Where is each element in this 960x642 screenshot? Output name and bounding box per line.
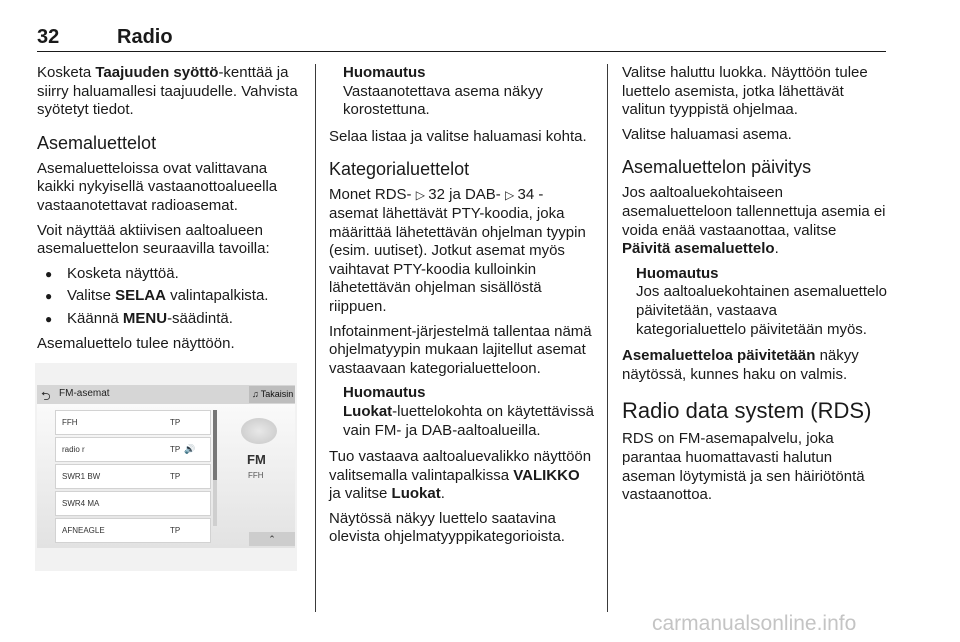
column-divider-2	[607, 64, 608, 612]
bullet-touch-screen: ● Kosketa näyttöä.	[37, 265, 303, 284]
heading-list-update: Asemaluettelon päivitys	[622, 157, 812, 178]
note-categories: Huomautus Luokat-luettelokohta on käytettävissä vain FM- ja DAB-aaltoalueilla.	[343, 384, 594, 439]
bullet-select-browse: ● Valitse SELAA valintapalkista.	[37, 287, 303, 306]
chevron-up-icon[interactable]: ⌃	[249, 532, 295, 546]
scrollbar-thumb[interactable]	[213, 410, 217, 480]
current-station-label: FFH	[248, 471, 264, 480]
intro-paragraph: Kosketa Taajuuden syöttö-kenttää ja siirry haluamallesi taajuudelle. Vahvista syötetyt tiedot.	[37, 64, 298, 119]
station-list	[55, 410, 211, 545]
page-reference-icon: ▷	[415, 188, 429, 203]
note-update: Huomautus Jos aaltoaluekohtainen asemaluettelo päivitetään, vastaava kategorialuettelo päivitetään myös.	[636, 264, 888, 338]
bullet-list	[37, 265, 303, 329]
station-row[interactable]: radio r TP 🔊	[55, 437, 211, 462]
page-title: Radio	[117, 26, 173, 48]
screen-title: FM-asemat	[59, 388, 110, 399]
station-row[interactable]: SWR4 MA	[55, 491, 211, 516]
paragraph-display-ways: Voit näyttää aktiivisen aaltoalueen asemaluettelon seuraavilla tavoilla:	[37, 221, 270, 258]
bullet-turn-menu: ● Käännä MENU-säädintä.	[37, 310, 303, 329]
station-row[interactable]: AFNEAGLE TP	[55, 518, 211, 543]
station-row[interactable]: FFH TP	[55, 410, 211, 435]
paragraph-menu: Tuo vastaava aaltoaluevalikko näyttöön valitsemalla valintapalkissa VALIKKO ja valitse Luokat.	[329, 448, 592, 503]
band-panel	[223, 410, 293, 526]
paragraph-list-appears: Asemaluettelo tulee näyttöön.	[37, 334, 235, 352]
header-rule	[37, 51, 886, 52]
heading-category-lists: Kategorialuettelot	[329, 159, 470, 180]
paragraph-select-category: Valitse haluttu luokka. Näyttöön tulee luettelo asemista, jotka lähettävät valitun tyyppistä ohjelmaa.	[622, 64, 868, 119]
heading-rds: Radio data system (RDS)	[622, 398, 872, 424]
column-divider-1	[315, 64, 316, 612]
back-button[interactable]: ♫ Takaisin	[249, 386, 295, 403]
column-2	[329, 64, 595, 553]
paragraph-update: Jos aaltoaluekohtaiseen asemaluetteloon tallennettuja asemia ei voida enää vastaanottaa, valitse Päivitä asemaluettelo.	[622, 184, 886, 258]
radio-screen	[37, 385, 295, 548]
note-highlighted: Huomautus Vastaanotettava asema näkyy korostettuna.	[343, 64, 543, 119]
paragraph-category-list: Näytössä näkyy luettelo saatavina olevista ohjelmatyyppikategorioista.	[329, 509, 565, 546]
screenshot-figure	[35, 363, 297, 571]
back-arrow-icon[interactable]: ⮌	[41, 389, 51, 403]
column-1	[37, 64, 303, 359]
paragraph-station-lists: Asemaluetteloissa ovat valittavana kaikki nykyisellä vastaanottoalueella vastaanotettavat radioasemat.	[37, 159, 278, 214]
page-header	[37, 26, 887, 52]
paragraph-select-station: Valitse haluamasi asema.	[622, 125, 792, 143]
band-label: FM	[247, 452, 266, 467]
page-number: 32	[37, 26, 60, 48]
screen-body	[37, 404, 295, 548]
tuner-dial-icon	[241, 418, 277, 444]
speaker-icon: 🔊	[184, 444, 196, 454]
paragraph-infotainment: Infotainment-järjestelmä tallentaa nämä ohjelmatyypin mukaan lajitellut asemat vastaavaan kategorialuetteloon.	[329, 322, 592, 377]
paragraph-updating: Asemaluetteloa päivitetään näkyy näytössä, kunnes haku on valmis.	[622, 347, 859, 383]
term-frequency-entry: Taajuuden syöttö	[95, 64, 219, 81]
watermark: carmanualsonline.info	[652, 612, 857, 635]
heading-station-lists: Asemaluettelot	[37, 132, 157, 153]
list-scrollbar[interactable]	[213, 410, 217, 526]
paragraph-rds: RDS on FM-asemapalvelu, joka parantaa huomattavasti halutun aseman löytymistä ja sen häiriötöntä vastaanottoa.	[622, 430, 865, 504]
station-row[interactable]: SWR1 BW TP	[55, 464, 211, 489]
paragraph-browse: Selaa listaa ja valitse haluamasi kohta.	[329, 127, 587, 145]
screen-header	[37, 385, 295, 404]
column-3	[622, 64, 888, 511]
paragraph-pty: Monet RDS- ▷ 32 ja DAB- ▷ 34 - asemat lähettävät PTY-koodia, joka määrittää lähetettävän ohjelman tyypin (esim. uutiset). Jotkut asemat myös vaihtavat PTY-koodia kulloinkin lähetettävän ohjelman sisällöstä riippuen.	[329, 186, 586, 315]
music-note-icon: ♫	[252, 389, 259, 399]
page-reference-icon: ▷	[504, 188, 518, 203]
